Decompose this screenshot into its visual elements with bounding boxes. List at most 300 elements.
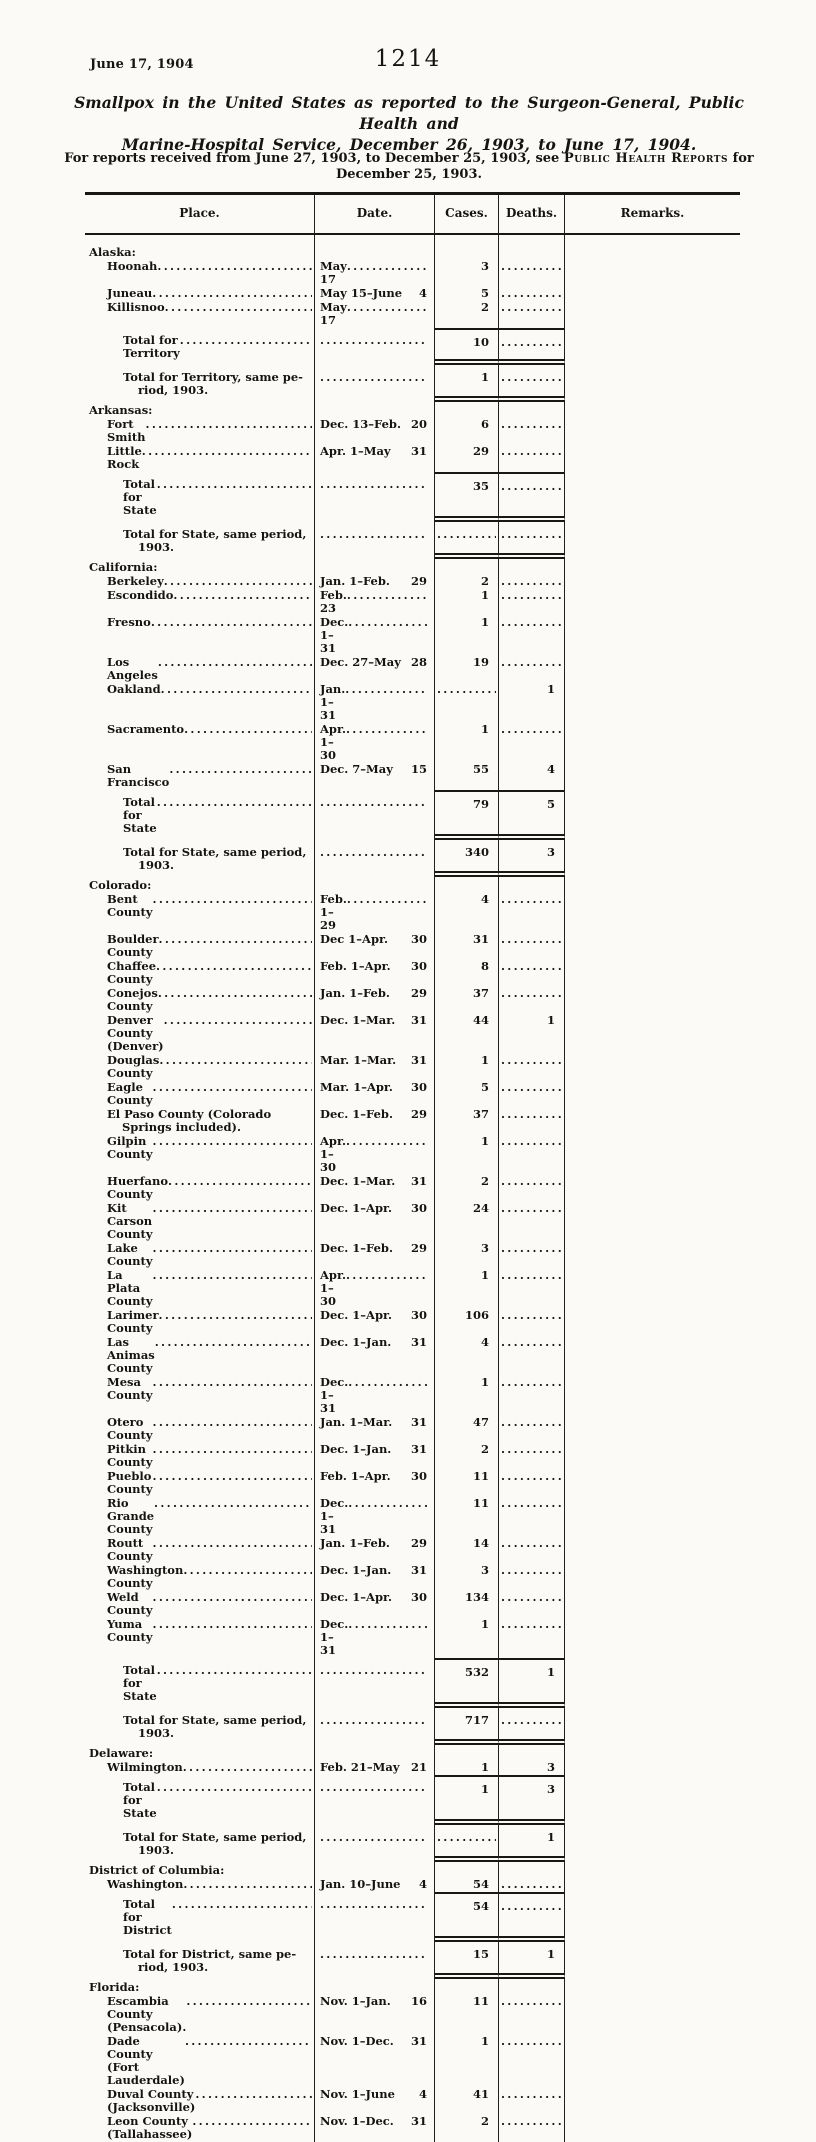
- remarks-cell: [565, 1242, 740, 1269]
- dot-leader: [157, 796, 312, 809]
- cases-cell: 3: [435, 260, 499, 287]
- column-header: Cases.: [435, 195, 499, 235]
- deaths-cell: [499, 445, 565, 472]
- dot-leader: [348, 1497, 427, 1510]
- date-cell: Mar. 1–Apr. 30: [315, 1081, 435, 1108]
- place-cell: Gilpin County .....: [85, 1135, 315, 1175]
- remarks-cell: [565, 1775, 740, 1825]
- cases-cell: 44: [435, 1014, 499, 1054]
- dot-leader: [501, 987, 562, 1000]
- deaths-cell: [499, 1202, 565, 1242]
- report-note-after: for: [728, 151, 754, 166]
- dot-leader: [501, 2035, 562, 2048]
- dot-leader: [159, 1309, 312, 1322]
- place-cell: Denver County (Denver) .....: [85, 1014, 315, 1054]
- cases-cell: 1: [435, 1054, 499, 1081]
- deaths-cell: [499, 1470, 565, 1497]
- remarks-cell: [565, 1470, 740, 1497]
- cases-cell: [435, 402, 499, 418]
- date-cell: May 17 .....: [315, 301, 435, 328]
- date-cell: [315, 1862, 435, 1878]
- date-cell: Apr. 1–May 31: [315, 445, 435, 472]
- dot-leader: [195, 2088, 312, 2101]
- dot-leader: [347, 260, 427, 273]
- remarks-cell: [565, 2088, 740, 2115]
- dot-leader: [320, 1714, 427, 1727]
- remarks-cell: [565, 763, 740, 790]
- deaths-cell: [499, 418, 565, 445]
- remarks-cell: [565, 987, 740, 1014]
- deaths-cell: [499, 1376, 565, 1416]
- dot-leader: [348, 1618, 427, 1631]
- deaths-cell: [499, 1497, 565, 1537]
- place-cell: Killisnoo .....: [85, 301, 315, 328]
- remarks-cell: [565, 1892, 740, 1942]
- dot-leader: [184, 723, 312, 736]
- dot-leader: [501, 418, 562, 431]
- deaths-cell: [499, 472, 565, 522]
- deaths-cell: 3: [499, 1775, 565, 1825]
- cases-cell: 4: [435, 1336, 499, 1376]
- date-cell: Jan. 1–Feb. 29: [315, 987, 435, 1014]
- dot-leader: [501, 575, 562, 588]
- dot-leader: [347, 301, 427, 314]
- place-cell: Washington County .....: [85, 1564, 315, 1591]
- place-cell: Arkansas:: [85, 402, 315, 418]
- date-cell: [315, 472, 435, 522]
- date-cell: May 17 .....: [315, 260, 435, 287]
- dot-leader: [501, 336, 562, 349]
- place-cell: Huerfano County .....: [85, 1175, 315, 1202]
- place-cell: Total for Territory .....: [85, 328, 315, 365]
- cases-cell: [435, 235, 499, 260]
- cases-cell: 55: [435, 763, 499, 790]
- column-header: Place.: [85, 195, 315, 235]
- deaths-cell: [499, 575, 565, 589]
- dot-leader: [320, 371, 427, 384]
- report-title-line2: Marine-Hospital Service, December 26, 1903, to June 17, 1904.: [121, 135, 697, 154]
- deaths-cell: 4: [499, 763, 565, 790]
- dot-leader: [159, 933, 312, 946]
- dot-leader: [501, 528, 562, 541]
- place-cell: Larimer County .....: [85, 1309, 315, 1336]
- cases-cell: 11: [435, 1995, 499, 2035]
- dot-leader: [320, 846, 427, 859]
- dot-leader: [153, 1470, 312, 1483]
- deaths-cell: [499, 1135, 565, 1175]
- dot-leader: [156, 960, 312, 973]
- deaths-cell: [499, 656, 565, 683]
- date-cell: [315, 1708, 435, 1745]
- remarks-cell: [565, 1761, 740, 1775]
- deaths-cell: [499, 559, 565, 575]
- dot-leader: [346, 723, 427, 736]
- dot-leader: [164, 1014, 312, 1027]
- dot-leader: [153, 1242, 312, 1255]
- dot-leader: [146, 418, 312, 431]
- deaths-cell: [499, 365, 565, 402]
- dot-leader: [346, 1269, 427, 1282]
- deaths-cell: 1: [499, 1942, 565, 1979]
- place-cell: Yuma County .....: [85, 1618, 315, 1658]
- place-cell: Total for State .....: [85, 1775, 315, 1825]
- date-cell: Apr. 1–30 .....: [315, 723, 435, 763]
- dot-leader: [501, 656, 562, 669]
- deaths-cell: [499, 1564, 565, 1591]
- cases-cell: 1: [435, 2035, 499, 2088]
- date-cell: [315, 1775, 435, 1825]
- deaths-cell: [499, 1242, 565, 1269]
- dot-leader: [158, 987, 312, 1000]
- cases-cell: 35: [435, 472, 499, 522]
- cases-cell: 1: [435, 1761, 499, 1775]
- place-cell: Dade County (Fort Lauderdale) .....: [85, 2035, 315, 2088]
- remarks-cell: [565, 575, 740, 589]
- dot-leader: [501, 1470, 562, 1483]
- remarks-cell: [565, 1175, 740, 1202]
- cases-cell: 1: [435, 1135, 499, 1175]
- date-cell: [315, 402, 435, 418]
- dot-leader: [154, 1497, 312, 1510]
- report-title: [60, 92, 758, 155]
- dot-leader: [501, 371, 562, 384]
- dot-leader: [320, 478, 427, 491]
- date-cell: [315, 1745, 435, 1761]
- date-cell: Feb. 21–May 21: [315, 1761, 435, 1775]
- place-cell: Escondido .....: [85, 589, 315, 616]
- dot-leader: [153, 1591, 312, 1604]
- dot-leader: [501, 1135, 562, 1148]
- cases-cell: 1: [435, 589, 499, 616]
- cases-cell: 8: [435, 960, 499, 987]
- deaths-cell: 1: [499, 1014, 565, 1054]
- cases-cell: [435, 1862, 499, 1878]
- place-cell: California:: [85, 559, 315, 575]
- deaths-cell: [499, 2115, 565, 2142]
- dot-leader: [437, 683, 496, 696]
- deaths-cell: [499, 402, 565, 418]
- place-cell: Rio Grande County .....: [85, 1497, 315, 1537]
- deaths-cell: 3: [499, 840, 565, 877]
- place-cell: Leon County (Tallahassee) .....: [85, 2115, 315, 2142]
- date-cell: Dec. 1–31 .....: [315, 616, 435, 656]
- date-cell: Mar. 1–Mar. 31: [315, 1054, 435, 1081]
- date-cell: Dec. 1–Apr. 30: [315, 1202, 435, 1242]
- dot-leader: [320, 1898, 427, 1911]
- remarks-cell: [565, 1108, 740, 1135]
- dot-leader: [501, 445, 562, 458]
- date-cell: Apr. 1–30 .....: [315, 1269, 435, 1309]
- place-cell: Fort Smith .....: [85, 418, 315, 445]
- remarks-cell: [565, 2035, 740, 2088]
- remarks-cell: [565, 656, 740, 683]
- date-cell: Dec. 1–Jan. 31: [315, 1336, 435, 1376]
- remarks-cell: [565, 1878, 740, 1892]
- place-cell: Total for Territory, same pe- riod, 1903.: [85, 365, 315, 402]
- dot-leader: [501, 1618, 562, 1631]
- dot-leader: [155, 1336, 312, 1349]
- dot-leader: [153, 1376, 312, 1389]
- place-cell: Total for State, same period, 1903.: [85, 840, 315, 877]
- place-cell: Eagle County .....: [85, 1081, 315, 1108]
- dot-leader: [153, 1135, 312, 1148]
- date-cell: Dec. 13–Feb. 20: [315, 418, 435, 445]
- place-cell: Colorado:: [85, 877, 315, 893]
- dot-leader: [158, 656, 312, 669]
- dot-leader: [437, 1831, 496, 1844]
- dot-leader: [501, 1900, 562, 1913]
- remarks-cell: [565, 790, 740, 840]
- dot-leader: [165, 301, 312, 314]
- place-cell: Conejos County .....: [85, 987, 315, 1014]
- dot-leader: [501, 589, 562, 602]
- place-cell: Weld County .....: [85, 1591, 315, 1618]
- place-cell: Berkeley .....: [85, 575, 315, 589]
- remarks-cell: [565, 1336, 740, 1376]
- remarks-cell: [565, 960, 740, 987]
- dot-leader: [157, 1664, 312, 1677]
- remarks-cell: [565, 1862, 740, 1878]
- place-cell: Lake County .....: [85, 1242, 315, 1269]
- remarks-cell: [565, 445, 740, 472]
- place-cell: Pueblo County .....: [85, 1470, 315, 1497]
- cases-cell: 2: [435, 2115, 499, 2142]
- remarks-cell: [565, 365, 740, 402]
- place-cell: Sacramento .....: [85, 723, 315, 763]
- date-cell: Feb. 1–Apr. 30: [315, 1470, 435, 1497]
- place-cell: La Plata County .....: [85, 1269, 315, 1309]
- place-cell: Juneau .....: [85, 287, 315, 301]
- dot-leader: [501, 1242, 562, 1255]
- remarks-cell: [565, 1135, 740, 1175]
- place-cell: Oakland .....: [85, 683, 315, 723]
- cases-cell: [435, 683, 499, 723]
- remarks-cell: [565, 559, 740, 575]
- place-cell: Mesa County .....: [85, 1376, 315, 1416]
- cases-cell: [435, 1979, 499, 1995]
- date-cell: [315, 1942, 435, 1979]
- date-cell: Feb. 1–Apr. 30: [315, 960, 435, 987]
- place-cell: Pitkin County .....: [85, 1443, 315, 1470]
- dot-leader: [320, 528, 427, 541]
- date-cell: Feb. 23 .....: [315, 589, 435, 616]
- deaths-cell: [499, 987, 565, 1014]
- date-cell: Jan. 1–Feb. 29: [315, 1537, 435, 1564]
- place-cell: Total for State .....: [85, 1658, 315, 1708]
- dot-leader: [501, 1995, 562, 2008]
- cases-cell: 14: [435, 1537, 499, 1564]
- cases-cell: 15: [435, 1942, 499, 1979]
- dot-leader: [183, 1878, 312, 1891]
- remarks-cell: [565, 893, 740, 933]
- remarks-cell: [565, 1269, 740, 1309]
- deaths-cell: [499, 1537, 565, 1564]
- date-cell: Dec. 1–Feb. 29: [315, 1242, 435, 1269]
- date-cell: [315, 1892, 435, 1942]
- date-cell: [315, 877, 435, 893]
- cases-cell: 717: [435, 1708, 499, 1745]
- deaths-cell: [499, 1979, 565, 1995]
- dot-leader: [153, 1416, 312, 1429]
- date-cell: May 15–June 4: [315, 287, 435, 301]
- dot-leader: [501, 1878, 562, 1891]
- cases-cell: 31: [435, 933, 499, 960]
- dot-leader: [501, 1108, 562, 1121]
- remarks-cell: [565, 1416, 740, 1443]
- deaths-cell: [499, 893, 565, 933]
- place-cell: Total for State .....: [85, 472, 315, 522]
- place-cell: Fresno .....: [85, 616, 315, 656]
- deaths-cell: [499, 1591, 565, 1618]
- deaths-cell: [499, 1108, 565, 1135]
- remarks-cell: [565, 1014, 740, 1054]
- date-cell: Dec. 1–31 .....: [315, 1497, 435, 1537]
- place-cell: Alaska:: [85, 235, 315, 260]
- dot-leader: [501, 1202, 562, 1215]
- remarks-cell: [565, 418, 740, 445]
- cases-cell: [435, 559, 499, 575]
- date-cell: Feb. 1–29 .....: [315, 893, 435, 933]
- cases-cell: 37: [435, 1108, 499, 1135]
- cases-cell: 1: [435, 616, 499, 656]
- deaths-cell: [499, 1336, 565, 1376]
- dot-leader: [501, 1269, 562, 1282]
- place-cell: Total for District .....: [85, 1892, 315, 1942]
- cases-cell: 6: [435, 418, 499, 445]
- dot-leader: [501, 1497, 562, 1510]
- dot-leader: [153, 1618, 312, 1631]
- remarks-cell: [565, 260, 740, 287]
- place-cell: Wilmington .....: [85, 1761, 315, 1775]
- page-number: 1214: [374, 46, 442, 72]
- cases-cell: 41: [435, 2088, 499, 2115]
- dot-leader: [501, 1537, 562, 1550]
- report-note-smallcaps: Public Health Reports: [563, 151, 729, 166]
- cases-cell: 10: [435, 328, 499, 365]
- date-cell: Jan. 1–Mar. 31: [315, 1416, 435, 1443]
- place-cell: Routt County .....: [85, 1537, 315, 1564]
- deaths-cell: [499, 260, 565, 287]
- remarks-cell: [565, 1202, 740, 1242]
- deaths-cell: [499, 1443, 565, 1470]
- remarks-cell: [565, 1497, 740, 1537]
- dot-leader: [185, 2035, 312, 2048]
- dot-leader: [172, 1898, 312, 1911]
- cases-cell: 1: [435, 723, 499, 763]
- cases-cell: 134: [435, 1591, 499, 1618]
- cases-cell: 1: [435, 1376, 499, 1416]
- dot-leader: [153, 1443, 312, 1456]
- dot-leader: [501, 1336, 562, 1349]
- deaths-cell: [499, 301, 565, 328]
- deaths-cell: [499, 287, 565, 301]
- deaths-cell: [499, 1309, 565, 1336]
- dot-leader: [347, 589, 427, 602]
- dot-leader: [183, 1761, 312, 1774]
- deaths-cell: [499, 933, 565, 960]
- dot-leader: [501, 960, 562, 973]
- dot-leader: [186, 1995, 312, 2008]
- deaths-cell: [499, 1892, 565, 1942]
- dot-leader: [320, 1948, 427, 1961]
- dot-leader: [180, 334, 312, 347]
- deaths-cell: [499, 2035, 565, 2088]
- cases-cell: 54: [435, 1892, 499, 1942]
- deaths-cell: 5: [499, 790, 565, 840]
- deaths-cell: [499, 589, 565, 616]
- dot-leader: [320, 796, 427, 809]
- dot-leader: [501, 1714, 562, 1727]
- remarks-cell: [565, 1825, 740, 1862]
- place-cell: El Paso County (Colorado Springs included).: [85, 1108, 315, 1135]
- remarks-cell: [565, 1658, 740, 1708]
- place-cell: Douglas County .....: [85, 1054, 315, 1081]
- date-cell: Dec. 1–31 .....: [315, 1618, 435, 1658]
- dot-leader: [501, 616, 562, 629]
- date-cell: Jan. 1–Feb. 29: [315, 575, 435, 589]
- place-cell: Boulder County .....: [85, 933, 315, 960]
- remarks-cell: [565, 616, 740, 656]
- date-cell: Nov. 1–June 4: [315, 2088, 435, 2115]
- deaths-cell: 1: [499, 683, 565, 723]
- cases-cell: 1: [435, 1775, 499, 1825]
- place-cell: Little Rock .....: [85, 445, 315, 472]
- dot-leader: [169, 763, 312, 776]
- date-cell: [315, 235, 435, 260]
- dot-leader: [157, 260, 312, 273]
- dot-leader: [501, 1054, 562, 1067]
- remarks-cell: [565, 1443, 740, 1470]
- dot-leader: [345, 683, 427, 696]
- deaths-cell: [499, 1081, 565, 1108]
- deaths-cell: [499, 1618, 565, 1658]
- place-cell: Otero County .....: [85, 1416, 315, 1443]
- remarks-cell: [565, 1979, 740, 1995]
- place-cell: Los Angeles .....: [85, 656, 315, 683]
- deaths-cell: 3: [499, 1761, 565, 1775]
- date-cell: Dec. 1–Mar. 31: [315, 1014, 435, 1054]
- date-cell: [315, 559, 435, 575]
- dot-leader: [501, 287, 562, 300]
- remarks-cell: [565, 328, 740, 365]
- remarks-cell: [565, 1708, 740, 1745]
- remarks-cell: [565, 1745, 740, 1761]
- cases-cell: 4: [435, 893, 499, 933]
- deaths-cell: [499, 1862, 565, 1878]
- cases-cell: 2: [435, 1175, 499, 1202]
- cases-cell: [435, 877, 499, 893]
- dot-leader: [501, 1309, 562, 1322]
- date-cell: [315, 790, 435, 840]
- place-cell: Total for State, same period, 1903.: [85, 522, 315, 559]
- dot-leader: [157, 478, 312, 491]
- dot-leader: [346, 1135, 427, 1148]
- place-cell: Kit Carson County .....: [85, 1202, 315, 1242]
- date-cell: [315, 1979, 435, 1995]
- cases-cell: 11: [435, 1497, 499, 1537]
- remarks-cell: [565, 1309, 740, 1336]
- dot-leader: [159, 1054, 312, 1067]
- deaths-cell: [499, 960, 565, 987]
- date-cell: Dec. 1–Feb. 29: [315, 1108, 435, 1135]
- cases-cell: 3: [435, 1242, 499, 1269]
- remarks-cell: [565, 1537, 740, 1564]
- cases-cell: 29: [435, 445, 499, 472]
- remarks-cell: [565, 402, 740, 418]
- remarks-cell: [565, 1376, 740, 1416]
- dot-leader: [501, 933, 562, 946]
- dot-leader: [501, 480, 562, 493]
